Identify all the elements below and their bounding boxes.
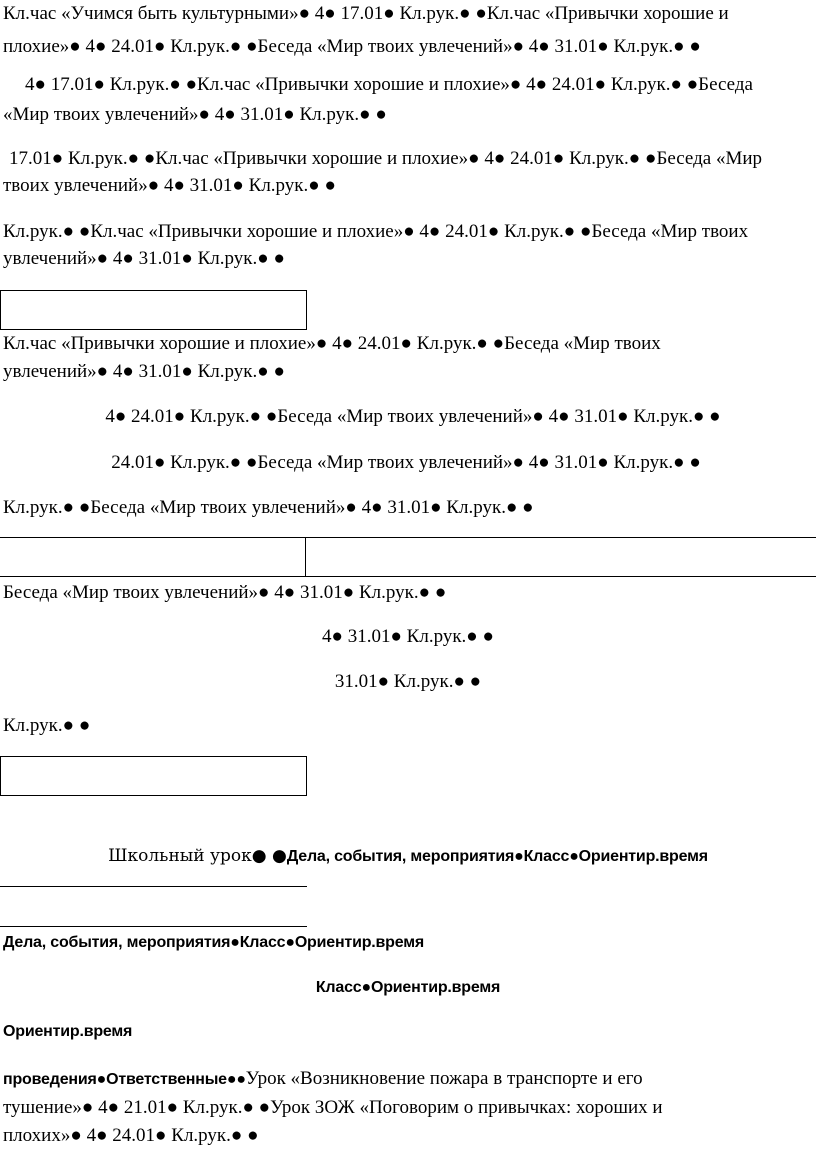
text-line: Кл.час «Учимся быть культурными»● 4● 17.01● Кл.рук.● ●Кл.час «Привычки хорошие и <box>3 3 729 24</box>
column-headers-bold: проведения●Ответственные●● <box>3 1071 246 1088</box>
table-border-bottom <box>0 576 816 577</box>
text-line: «Мир твоих увлечений»● 4● 31.01● Кл.рук.● ● <box>3 104 387 125</box>
text-line: твоих увлечений»● 4● 31.01● Кл.рук.● ● <box>3 175 336 196</box>
text-line: Кл.час «Привычки хорошие и плохие»● 4● 24.01● Кл.рук.● ●Беседа «Мир твоих <box>3 333 661 354</box>
text-line: 24.01● Кл.рук.● ●Беседа «Мир твоих увлечений»● 4● 31.01● Кл.рук.● ● <box>111 452 701 473</box>
table-border <box>0 886 307 887</box>
text-line: 31.01● Кл.рук.● ● <box>334 671 482 692</box>
table-border-top <box>0 537 816 538</box>
text-line: Кл.рук.● ●Беседа «Мир твоих увлечений»● 4● 31.01● Кл.рук.● ● <box>3 497 534 518</box>
text-line: 4● 31.01● Кл.рук.● ● <box>321 626 495 647</box>
table-cell-empty <box>0 290 307 330</box>
column-headers: Класс●Ориентир.время <box>315 979 501 996</box>
table-divider <box>305 537 306 577</box>
text-line: плохих»● 4● 24.01● Кл.рук.● ● <box>3 1125 259 1146</box>
table-cell-empty <box>0 756 307 796</box>
text-line: тушение»● 4● 21.01● Кл.рук.● ●Урок ЗОЖ «Поговорим о привычках: хороших и <box>3 1097 663 1118</box>
text-line: увлечений»● 4● 31.01● Кл.рук.● ● <box>3 248 285 269</box>
heading-bold-part: Дела, события, мероприятия●Класс●Ориентир.время <box>286 848 708 865</box>
text-line: плохие»● 4● 24.01● Кл.рук.● ●Беседа «Мир твоих увлечений»● 4● 31.01● Кл.рук.● ● <box>3 36 701 57</box>
text-line <box>3 1066 804 1092</box>
text-line: увлечений»● 4● 31.01● Кл.рук.● ● <box>3 361 285 382</box>
text-line: 4● 24.01● Кл.рук.● ●Беседа «Мир твоих увлечений»● 4● 31.01● Кл.рук.● ● <box>105 406 721 427</box>
heading-serif-part: Школьный урок● ● <box>108 846 287 866</box>
table-border <box>0 926 307 927</box>
text-line: 4● 17.01● Кл.рук.● ●Кл.час «Привычки хорошие и плохие»● 4● 24.01● Кл.рук.● ●Беседа <box>25 74 753 95</box>
column-headers: Дела, события, мероприятия●Класс●Ориентир.время <box>3 934 424 951</box>
text-line: 17.01● Кл.рук.● ●Кл.час «Привычки хорошие и плохие»● 4● 24.01● Кл.рук.● ●Беседа «Мир <box>9 148 763 169</box>
text-line-part: Урок «Возникновение пожара в транспорте и его <box>245 1068 643 1089</box>
text-line: Кл.рук.● ● <box>3 715 91 736</box>
text-line: Кл.рук.● ●Кл.час «Привычки хорошие и плохие»● 4● 24.01● Кл.рук.● ●Беседа «Мир твоих <box>3 221 749 242</box>
text-line: Беседа «Мир твоих увлечений»● 4● 31.01● Кл.рук.● ● <box>3 582 447 603</box>
section-heading <box>0 843 816 869</box>
column-header: Ориентир.время <box>3 1023 133 1040</box>
